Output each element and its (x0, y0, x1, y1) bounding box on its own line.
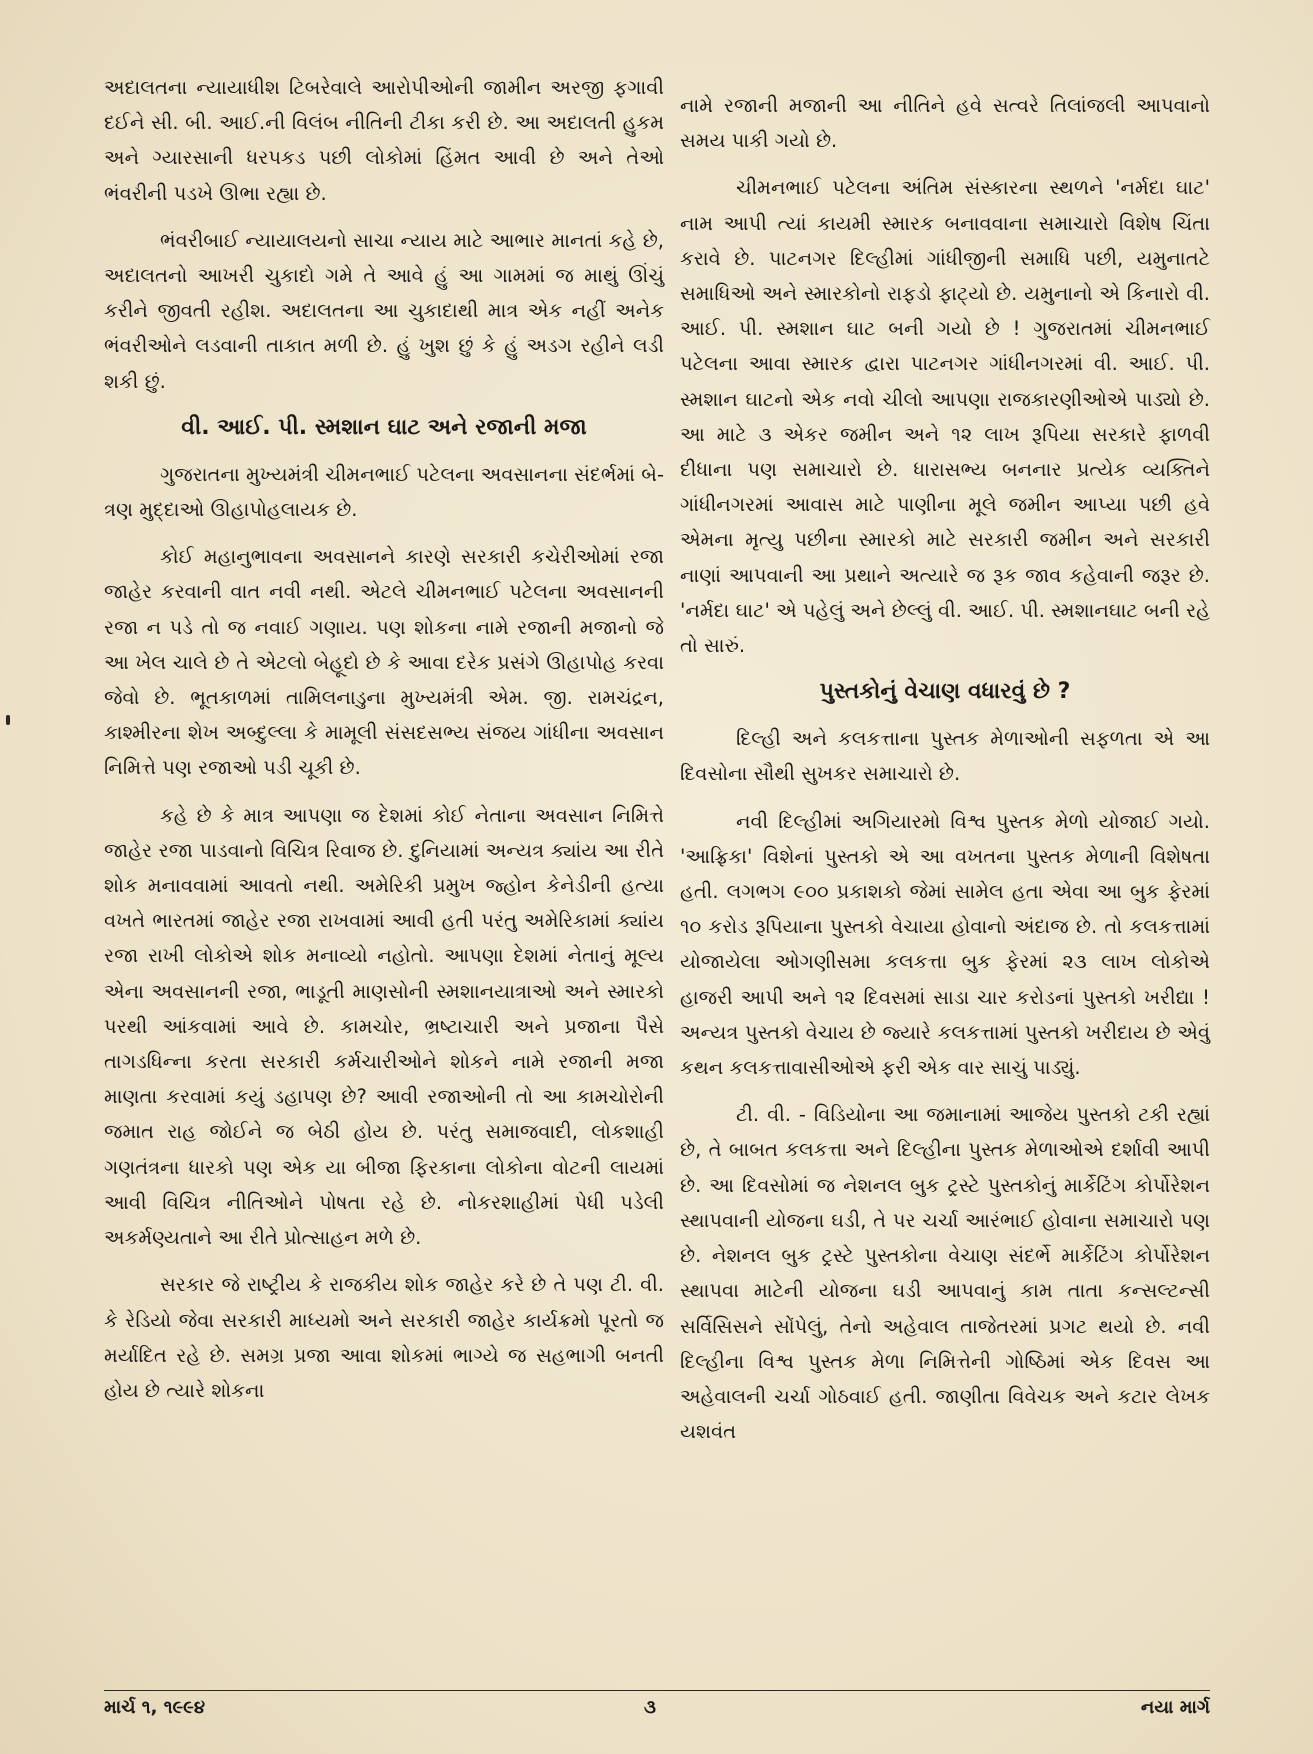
paragraph: દિલ્હી અને કલકત્તાના પુસ્તક મેળાઓની સફળતા એ આ દિવસોના સૌથી સુખકર સમાચારો છે. (680, 727, 1210, 786)
section-heading: પુસ્તકોનું વેચાણ વધારવું છે ? (819, 679, 1071, 705)
paragraph: નામે રજાની મજાની આ નીતિને હવે સત્વરે તિલાંજલી આપવાનો સમય પાકી ગયો છે. (680, 94, 1210, 153)
page-number: ૩ (644, 1697, 656, 1718)
paragraph: કોઈ મહાનુભાવના અવસાનને કારણે સરકારી કચેરીઓમાં રજા જાહેર કરવાની વાત નવી નથી. એટલે ચીમનભાઈ પટેલના અવસાનની રજા ન પડે તો જ નવાઈ ગણાય. પણ શોકના નામે રજાની મજાનો જે આ ખેલ ચાલે છે તે એટલો બેહૂદો છે કે આવા દરેક પ્રસંગે ઊહાપોહ કરવા જેવો છે. ભૂતકાળમાં તામિલનાડુના મુખ્યમંત્રી એમ. જી. રામચંદ્રન, કાશ્મીરના શેખ અબ્દુલ્લા કે મામૂલી સંસદસભ્ય સંજય ગાંધીના અવસાન નિમિત્તે પણ રજાઓ પડી ચૂકી છે. (104, 545, 664, 780)
paragraph: કહે છે કે માત્ર આપણા જ દેશમાં કોઈ નેતાના અવસાન નિમિત્તે જાહેર રજા પાડવાનો વિચિત્ર રિવાજ છે. દુનિયામાં અન્યત્ર ક્યાંય આ રીતે શોક મનાવવામાં આવતો નથી. અમેરિકી પ્રમુખ જ્હોન કેનેડીની હત્યા વખતે ભારતમાં જાહેર રજા રાખવામાં આવી હતી પરંતુ અમેરિકામાં ક્યાંય રજા રાખી લોકોએ શોક મનાવ્યો નહોતો. આપણા દેશમાં નેતાનું મૂલ્ય એના અવસાનની રજા, ભાડૂતી માણસોની સ્મશાનયાત્રાઓ અને સ્મારકો પરથી આંકવામાં આવે છે. કામચોર, ભ્રષ્ટાચારી અને પ્રજાના પૈસે તાગડધિન્ના કરતા સરકારી કર્મચારીઓને શોકને નામે રજાની મજા માણતા કરવામાં કયું ડહાપણ છે? આવી રજાઓની તો આ કામચોરોની જમાત રાહ જોઈને જ બેઠી હોય છે. પરંતુ સમાજવાદી, લોકશાહી ગણતંત્રના ધારકો પણ એક યા બીજા ફિરકાના લોકોના વોટની લાયમાં આવી વિચિત્ર નીતિઓને પોષતા રહે છે. નોકરશાહીમાં પેધી પડેલી અકર્મણ્યતાને આ રીતે પ્રોત્સાહન મળે છે. (104, 803, 664, 1250)
paragraph: ચીમનભાઈ પટેલના અંતિમ સંસ્કારના સ્થળને 'નર્મદા ઘાટ' નામ આપી ત્યાં કાયમી સ્મારક બનાવવાના સમાચારો વિશેષ ચિંતા કરાવે છે. પાટનગર દિલ્હીમાં ગાંધીજીની સમાધિ પછી, યમુનાતટે સમાધિઓ અને સ્મારકોનો રાફડો ફાટ્યો છે. યમુનાનો એ કિનારો વી. આઈ. પી. સ્મશાન ઘાટ બની ગયો છે ! ગુજરાતમાં ચીમનભાઈ પટેલના આવા સ્મારક દ્વારા પાટનગર ગાંધીનગરમાં વી. આઈ. પી. સ્મશાન ઘાટનો એક નવો ચીલો આપણા રાજકારણીઓએ પાડ્યો છે. આ માટે ૩ એકર જમીન અને ૧૨ લાખ રૂપિયા સરકારે ફાળવી દીધાના પણ સમાચારો છે. ધારાસભ્ય બનનાર પ્રત્યેક વ્યક્તિને ગાંધીનગરમાં આવાસ માટે પાણીના મૂલે જમીન આપ્યા પછી હવે એમના મૃત્યુ પછીના સ્મારકો માટે સરકારી જમીન અને સરકારી નાણાં આપવાની આ પ્રથાને અત્યારે જ રૂક જાવ કહેવાની જરૂર છે. 'નર્મદા ઘાટ' એ પહેલું અને છેલ્લું વી. આઈ. પી. સ્મશાનઘાટ બની રહે તો સારું. (680, 176, 1210, 658)
paragraph: ગુજરાતના મુખ્યમંત્રી ચીમનભાઈ પટેલના અવસાનના સંદર્ભમાં બે-ત્રણ મુદ્દાઓ ઊહાપોહલાયક છે. (104, 462, 664, 522)
left-column (104, 70, 664, 1420)
publication-name: નયા માર્ગ (1140, 1697, 1210, 1718)
margin-mark (6, 715, 10, 725)
paragraph: સરકાર જે રાષ્ટ્રીય કે રાજકીય શોક જાહેર કરે છે તે પણ ટી. વી. કે રેડિયો જેવા સરકારી માધ્યમો અને સરકારી જાહેર કાર્યક્રમો પૂરતો જ મર્યાદિત રહે છે. સમગ્ર પ્રજા આવા શોકમાં ભાગ્યે જ સહભાગી બનતી હોય છે ત્યારે શોકના (104, 1273, 664, 1402)
paragraph: નવી દિલ્હીમાં અગિયારમો વિશ્વ પુસ્તક મેળો યોજાઈ ગયો. 'આફ્રિકા' વિશેનાં પુસ્તકો એ આ વખતના પુસ્તક મેળાની વિશેષતા હતી. લગભગ ૯૦૦ પ્રકાશકો જેમાં સામેલ હતા એવા આ બુક ફેરમાં ૧૦ કરોડ રૂપિયાના પુસ્તકો વેચાયા હોવાનો અંદાજ છે. તો કલકત્તામાં યોજાયેલા ઓગણીસમા કલકત્તા બુક ફેરમાં ૨૩ લાખ લોકોએ હાજરી આપી અને ૧૨ દિવસમાં સાડા ચાર કરોડનાં પુસ્તકો ખરીદ્યા ! અન્યત્ર પુસ્તકો વેચાય છે જ્યારે કલકત્તામાં પુસ્તકો ખરીદાય છે એવું કથન કલકત્તાવાસીઓએ ફરી એક વાર સાચું પાડ્યું. (680, 809, 1210, 1080)
paragraph: અદાલતના ન્યાયાધીશ ટિબરેવાલે આરોપીઓની જામીન અરજી ફગાવી દઈને સી. બી. આઈ.ની વિલંબ નીતિની ટીકા કરી છે. આ અદાલતી હુકમ અને ગ્યારસાની ધરપકડ પછી લોકોમાં હિંમત આવી છે અને તેઓ ભંવરીની પડખે ઊભા રહ્યા છે. (104, 76, 664, 205)
paragraph: ભંવરીબાઈ ન્યાયાલયનો સાચા ન્યાય માટે આભાર માનતાં કહે છે, અદાલતનો આખરી ચુકાદો ગમે તે આવે હું આ ગામમાં જ માથું ઊંચું કરીને જીવતી રહીશ. અદાલતના આ ચુકાદાથી માત્ર એક નહીં અનેક ભંવરીઓને લડવાની તાકાત મળી છે. હું ખુશ છું કે હું અડગ રહીને લડી શકી છું. (104, 228, 664, 393)
right-column (680, 88, 1210, 1461)
page-footer (104, 1690, 1210, 1719)
issue-date: માર્ચ ૧, ૧૯૯૪ (104, 1697, 206, 1718)
paragraph: ટી. વી. - વિડિયોના આ જમાનામાં આજેય પુસ્તકો ટકી રહ્યાં છે, તે બાબત કલકત્તા અને દિલ્હીના પુસ્તક મેળાઓએ દર્શાવી આપી છે. આ દિવસોમાં જ નેશનલ બુક ટ્રસ્ટે પુસ્તકોનું માર્કેટિંગ કોર્પોરેશન સ્થાપવાની યોજના ઘડી, તે પર ચર્ચા આરંભાઈ હોવાના સમાચારો પણ છે. નેશનલ બુક ટ્રસ્ટે પુસ્તકોના વેચાણ સંદર્ભે માર્કેટિંગ કોર્પોરેશન સ્થાપવા માટેની યોજના ઘડી આપવાનું કામ તાતા કન્સલ્ટન્સી સર્વિસિસને સોંપેલું, તેનો અહેવાલ તાજેતરમાં પ્રગટ થયો છે. નવી દિલ્હીના વિશ્વ પુસ્તક મેળા નિમિત્તેની ગોષ્ઠિમાં એક દિવસ આ અહેવાલની ચર્ચા ગોઠવાઈ હતી. જાણીતા વિવેચક અને કટાર લેખક યશવંત (680, 1103, 1210, 1444)
section-heading: વી. આઈ. પી. સ્મશાન ઘાટ અને રજાની મજા (181, 414, 587, 440)
